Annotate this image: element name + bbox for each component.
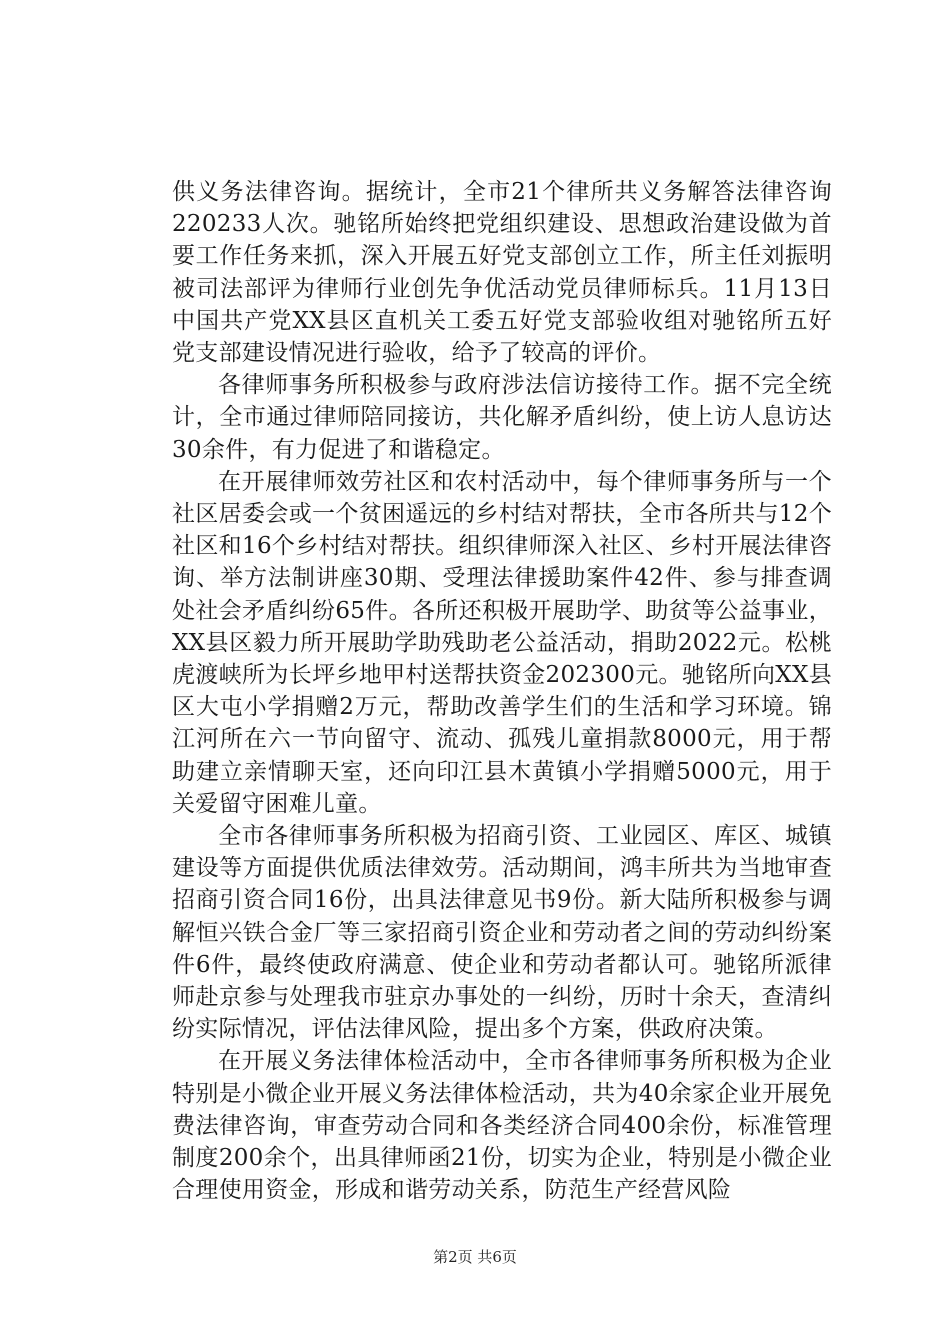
- paragraph-2: 各律师事务所积极参与政府涉法信访接待工作。据不完全统计，全市通过律师陪同接访，共化解矛盾纠纷，使上访人息访达30余件，有力促进了和谐稳定。: [172, 372, 832, 463]
- page-number-footer: 第2页 共6页: [433, 1248, 517, 1266]
- document-body: [172, 176, 832, 1207]
- paragraph-1: 供义务法律咨询。据统计，全市21个律所共义务解答法律咨询220233人次。驰铭所始终把党组织建设、思想政治建设做为首要工作任务来抓，深入开展五好党支部创立工作，所主任刘振明被司法部评为律师行业创先争优活动党员律师标兵。11月13日中国共产党XX县区直机关工委五好党支部验收组对驰铭所五好党支部建设情况进行验收，给予了较高的评价。: [172, 179, 832, 367]
- paragraph-4: 全市各律师事务所积极为招商引资、工业园区、库区、城镇建设等方面提供优质法律效劳。活动期间，鸿丰所共为当地审查招商引资合同16份，出具法律意见书9份。新大陆所积极参与调解恒兴铁合金厂等三家招商引资企业和劳动者之间的劳动纠纷案件6件，最终使政府满意、使企业和劳动者都认可。驰铭所派律师赴京参与处理我市驻京办事处的一纠纷，历时十余天，查清纠纷实际情况，评估法律风险，提出多个方案，供政府决策。: [172, 823, 832, 1043]
- paragraph-3: 在开展律师效劳社区和农村活动中，每个律师事务所与一个社区居委会或一个贫困遥远的乡村结对帮扶，全市各所共与12个社区和16个乡村结对帮扶。组织律师深入社区、乡村开展法律咨询、举方法制讲座30期、受理法律援助案件42件、参与排查调处社会矛盾纠纷65件。各所还积极开展助学、助贫等公益事业，XX县区毅力所开展助学助残助老公益活动，捐助2022元。松桃虎渡峡所为长坪乡地甲村送帮扶资金202300元。驰铭所向XX县区大屯小学捐赠2万元，帮助改善学生们的生活和学习环境。锦江河所在六一节向留守、流动、孤残儿童捐款8000元，用于帮助建立亲情聊天室，还向印江县木黄镇小学捐赠5000元，用于关爱留守困难儿童。: [172, 468, 832, 817]
- paragraph-5: 在开展义务法律体检活动中，全市各律师事务所积极为企业特别是小微企业开展义务法律体检活动，共为40余家企业开展免费法律咨询，审查劳动合同和各类经济合同400余份，标准管理制度200余个，出具律师函21份，切实为企业，特别是小微企业合理使用资金，形成和谐劳动关系，防范生产经营风险: [172, 1048, 832, 1204]
